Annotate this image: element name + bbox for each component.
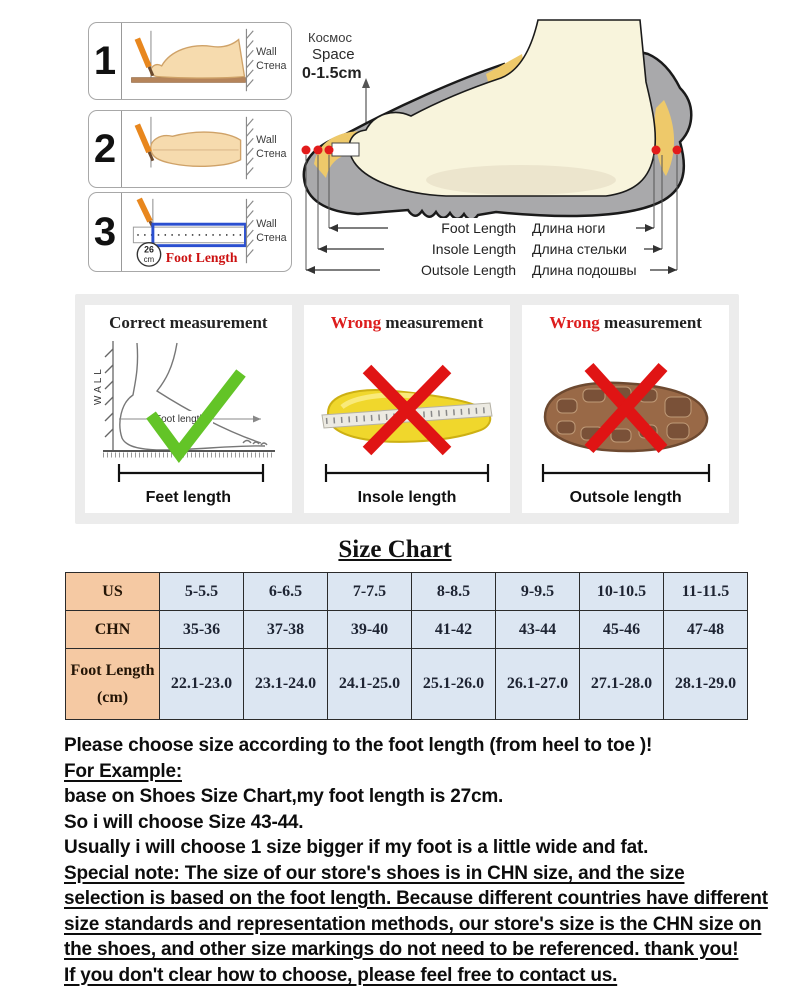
pencil-icon [137,125,149,152]
row-header-line1: Foot Length [70,661,155,679]
cell: 25.1-26.0 [412,649,496,720]
cell: 26.1-27.0 [496,649,580,720]
step-box-2 [88,110,292,188]
foot-length-label: Foot Length [165,250,238,266]
inner-arrowhead [253,416,261,423]
note-line: base on Shoes Size Chart,my foot length is 27cm. [64,786,504,807]
step3-illustration [122,193,291,271]
box-caption: Insole length [357,489,457,506]
note-special: Special note: The size of our store's shoes is in CHN size, and the size selection is based on the foot length. Because different countries have different size standards and representation methods, our store's size is the CHN size on the shoes, and other size markings do not need to be referenced. thank you! [64,862,768,960]
space-arrowhead [362,78,370,88]
dimension-insole-length [318,239,662,257]
how-to-measure-section [0,0,790,292]
pencil-icon [137,39,149,67]
box-title-rest: measurement [604,313,702,332]
ruler-unit: cm [143,255,155,265]
wrong-insole-illustration [312,333,502,483]
dimension-label-ru: Длина стельки [532,241,627,257]
box-title-rest: measurement [169,313,268,332]
space-label-en: Space [312,46,355,63]
notes-section [64,733,770,988]
cell: 24.1-25.0 [328,649,412,720]
space-range: 0-1.5cm [302,65,362,82]
cell: 11-11.5 [664,573,748,611]
wall-label-en: Wall [256,218,277,231]
box-title-word: Wrong [549,313,600,332]
wall-label-en: Wall [256,134,277,147]
dimension-label-ru: Длина ноги [532,220,606,236]
cell: 22.1-23.0 [160,649,244,720]
shoe-cross-section [296,12,786,290]
row-header [66,649,160,720]
wall-label-ru: Стена [256,147,287,160]
dimension-label-en: Outsole Length [421,262,516,278]
step2-illustration [122,111,291,187]
dimension-label-en: Foot Length [441,220,516,236]
cell: 8-8.5 [412,573,496,611]
cell: 39-40 [328,611,412,649]
wall-hatch [246,199,253,263]
cell: 23.1-24.0 [244,649,328,720]
cell: 45-46 [580,611,664,649]
ruler-value: 26 [144,244,154,255]
cell: 43-44 [496,611,580,649]
cell: 5-5.5 [160,573,244,611]
foot-top-view [151,132,241,166]
table-row-foot-length [66,649,748,720]
step1-illustration [122,23,291,99]
measurement-comparison-section [75,294,739,524]
step-box-1 [88,22,292,100]
correct-measurement-illustration [93,333,283,483]
wall-label-en: Wall [256,46,277,59]
cell: 7-7.5 [328,573,412,611]
inner-foot-length-label: Foot length [155,414,206,425]
cell: 35-36 [160,611,244,649]
foot-side-view [151,40,245,78]
cell: 6-6.5 [244,573,328,611]
cell: 28.1-29.0 [664,649,748,720]
wall-hatch [246,117,253,179]
box-title-rest: measurement [385,313,484,332]
arch-shading [426,165,616,195]
size-chart-table [65,572,748,720]
pencil-icon [139,199,150,221]
row-header: US [66,573,160,611]
cell: 41-42 [412,611,496,649]
note-line: Usually i will choose 1 size bigger if my foot is a little wide and fat. [64,837,649,858]
dimension-label-ru: Длина подошвы [532,262,637,278]
box-title-word: Wrong [330,313,382,332]
wrong-insole-box [304,305,511,513]
step-number: 1 [89,23,122,99]
correct-measurement-box [85,305,292,513]
wrong-outsole-illustration [531,333,721,483]
dimension-foot-length [329,218,654,236]
row-header: CHN [66,611,160,649]
note-line: Please choose size according to the foot length (from heel to toe )! [64,735,653,756]
cell: 10-10.5 [580,573,664,611]
step-number: 2 [89,111,122,187]
wall-hatch [105,341,113,451]
box-caption: Feet length [145,489,231,506]
cell: 47-48 [664,611,748,649]
cell: 37-38 [244,611,328,649]
wrong-outsole-box [522,305,729,513]
note-contact: If you don't clear how to choose, please feel free to contact us. [64,964,618,986]
cell: 27.1-28.0 [580,649,664,720]
box-caption: Outsole length [569,489,682,506]
wall-label-ru: Стена [256,231,287,244]
space-label-ru: Космос [308,30,352,45]
box-title [526,313,725,333]
wall-label-ru: Стена [256,59,287,72]
ruler [133,227,245,243]
wall-hatch [246,29,253,91]
row-header-line2: (cm) [96,688,129,706]
step-number: 3 [89,193,122,271]
dimension-outsole-length [306,260,677,278]
step-box-3 [88,192,292,272]
note-line: So i will choose Size 43-44. [64,811,304,833]
box-title [89,313,288,333]
wall-vertical-label: WALL [93,366,105,405]
note-line: For Example: [64,760,182,782]
box-title-word: Correct [109,313,166,332]
size-chart-title: Size Chart [338,536,452,563]
box-title [308,313,507,333]
cell: 9-9.5 [496,573,580,611]
toe-gap-marker [332,143,359,156]
table-row-us [66,573,748,611]
dimension-label-en: Insole Length [431,241,516,257]
table-row-chn [66,611,748,649]
